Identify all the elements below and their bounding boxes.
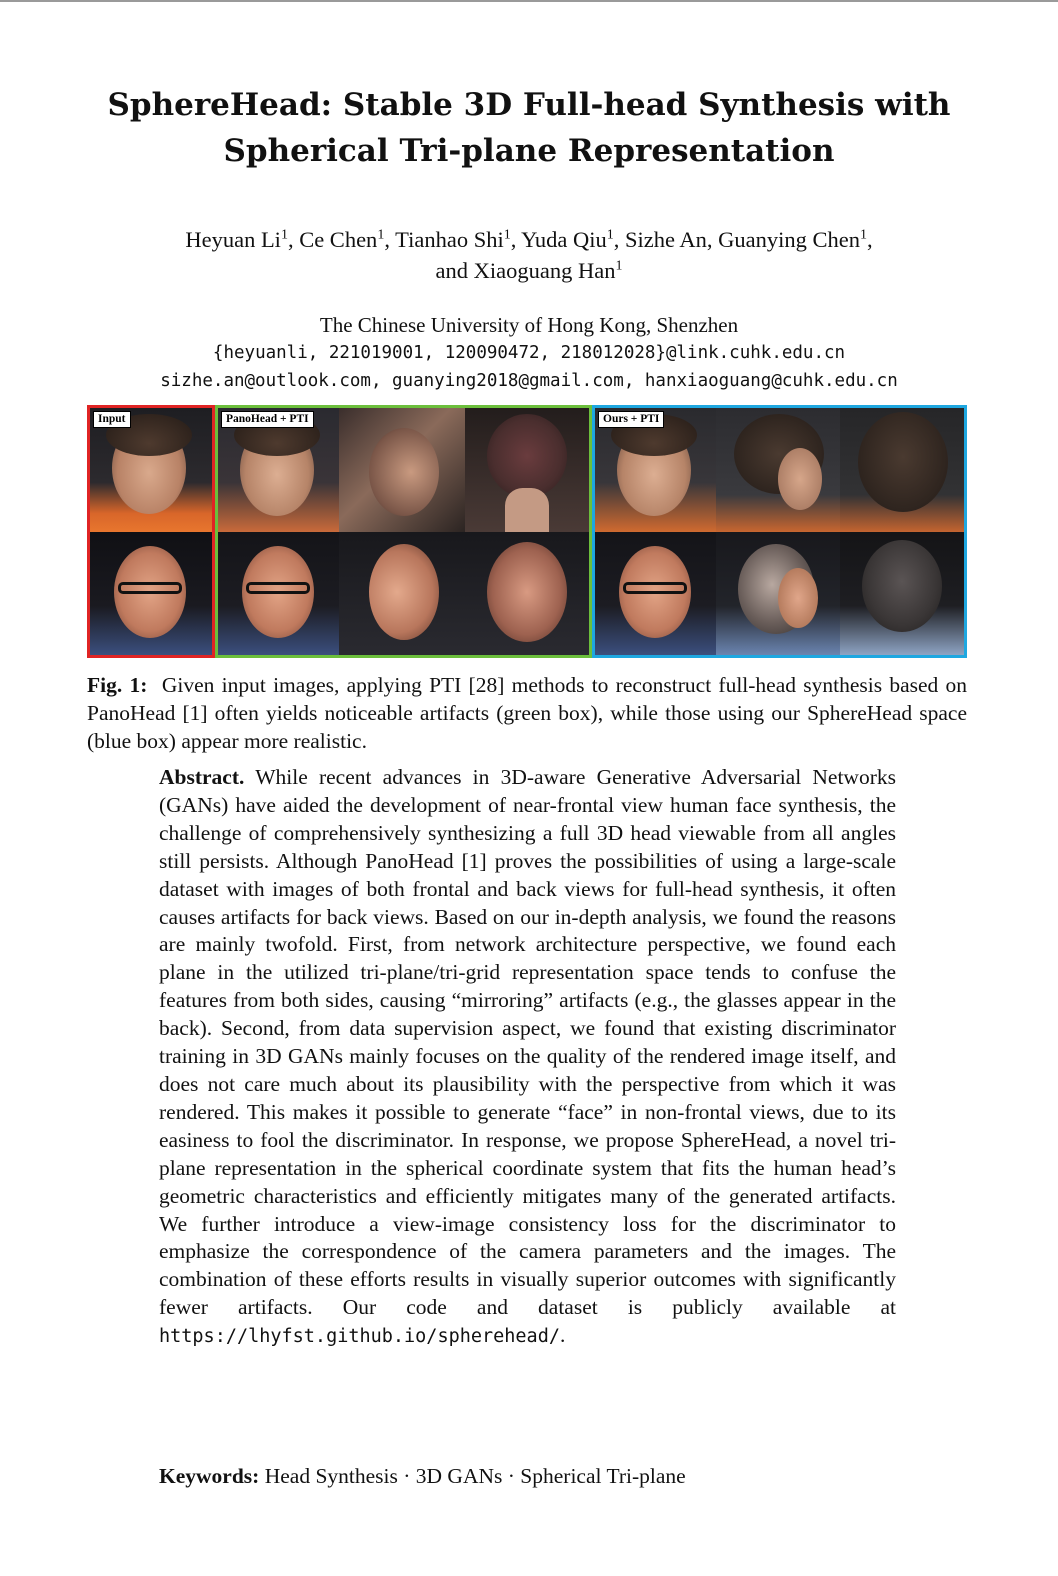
paper-title	[0, 82, 1058, 174]
panohead-man-back-image	[465, 532, 589, 655]
panohead-woman-back-image	[465, 408, 589, 532]
keywords-text: Head Synthesis · 3D GANs · Spherical Tri-plane	[264, 1464, 686, 1488]
abstract-text: While recent advances in 3D-aware Generative Adversarial Networks (GANs) have aided the development of near-frontal view human face synthesis, the challenge of comprehensively synthesizing a full 3D head viewable from all angles still persists. Although PanoHead [1] proves the possibilities of using a large-scale dataset with images of both frontal and back views for full-head synthesis, it often causes artifacts for back views. Based on our in-depth analysis, we found the reasons are mainly twofold. First, from network architecture perspective, we found each plane in the utilized tri-plane/tri-grid representation space tends to confuse the features from both sides, causing “mirroring” artifacts (e.g., the glasses appear in the back). Second, from data supervision aspect, we found that existing discriminator training in 3D GANs mainly focuses on the quality of the rendered image itself, and does not care much about its plausibility with the perspective from which it was rendered. This makes it possible to generate “face” in non-frontal views, due to its easiness to fool the discriminator. In response, we propose SphereHead, a novel tri-plane representation in the spherical coordinate system that fits the human head’s geometric characteristics and efficiently mitigates many of the generated artifacts. We further introduce a view-image consistency loss for the discriminator to emphasize the correspondence of the camera parameters and the images. The combination of these efforts results in visually superior outcomes with significantly fewer artifacts. Our code and dataset is publicly available at	[159, 765, 896, 1320]
abstract	[159, 764, 896, 1351]
title-line-2: Spherical Tri-plane Representation	[223, 133, 835, 169]
author-separator: ,	[384, 227, 396, 252]
ours-woman-back-image	[840, 408, 964, 532]
author-name: Ce Chen	[299, 227, 378, 252]
author-affiliation-mark: 1	[377, 227, 385, 243]
ours-woman-side-image	[716, 408, 840, 532]
caption-text: Given input images, applying PTI [28] methods to reconstruct full-head synthesis based on PanoHead [1] often yields noticeable artifacts (green box), while those using our SphereHead space (blue box) appear more realistic.	[87, 673, 968, 753]
author-line-2	[0, 255, 1058, 286]
author-name: Heyuan Li	[185, 227, 281, 252]
project-url-link[interactable]: https://lhyfst.github.io/spherehead/	[159, 1326, 560, 1348]
ours-man-side-image	[716, 532, 840, 655]
panohead-woman-side-image	[339, 408, 465, 532]
email-line-1[interactable]: {heyuanli, 221019001, 120090472, 218012028}@link.cuhk.edu.cn	[212, 343, 846, 363]
author-separator: ,	[706, 227, 719, 252]
caption-label: Fig. 1:	[87, 673, 148, 697]
author-name: and Xiaoguang Han	[435, 258, 616, 283]
input-man-image	[90, 532, 212, 655]
author-name: Tianhao Shi	[395, 227, 504, 252]
author-name: Guanying Chen	[718, 227, 861, 252]
author-name: Sizhe An	[625, 227, 707, 252]
figure-caption	[87, 671, 967, 755]
panohead-man-front-image	[218, 532, 339, 655]
title-line-1: SphereHead: Stable 3D Full-head Synthesis with	[107, 87, 951, 123]
author-separator: ,	[613, 227, 626, 252]
affiliation: The Chinese University of Hong Kong, Shenzhen	[319, 313, 739, 337]
ours-group-box	[592, 405, 967, 658]
page-top-border	[0, 0, 1058, 2]
affiliation-block	[0, 311, 1058, 395]
author-affiliation-mark: 1	[606, 227, 614, 243]
author-name: Yuda Qiu	[521, 227, 607, 252]
panohead-label: PanoHead + PTI	[221, 411, 314, 428]
abstract-end: .	[559, 1323, 566, 1348]
author-separator: ,	[867, 227, 873, 252]
author-affiliation-mark: 1	[615, 258, 623, 274]
author-separator: ,	[510, 227, 522, 252]
author-separator: ,	[287, 227, 300, 252]
author-list	[0, 224, 1058, 286]
abstract-label: Abstract.	[159, 765, 245, 789]
keywords	[159, 1462, 896, 1490]
ours-man-front-image	[595, 532, 716, 655]
ours-man-back-image	[840, 532, 964, 655]
figure-1	[87, 405, 967, 658]
keywords-label: Keywords:	[159, 1464, 260, 1488]
input-label: Input	[93, 411, 131, 428]
input-group-box	[87, 405, 215, 658]
panohead-man-side-image	[339, 532, 465, 655]
email-line-2[interactable]: sizhe.an@outlook.com, guanying2018@gmail.com, hanxiaoguang@cuhk.edu.cn	[160, 371, 898, 391]
ours-label: Ours + PTI	[598, 411, 664, 428]
panohead-group-box	[215, 405, 592, 658]
author-affiliation-mark: 1	[503, 227, 511, 243]
author-line-1	[0, 224, 1058, 255]
author-affiliation-mark: 1	[280, 227, 288, 243]
author-affiliation-mark: 1	[860, 227, 868, 243]
